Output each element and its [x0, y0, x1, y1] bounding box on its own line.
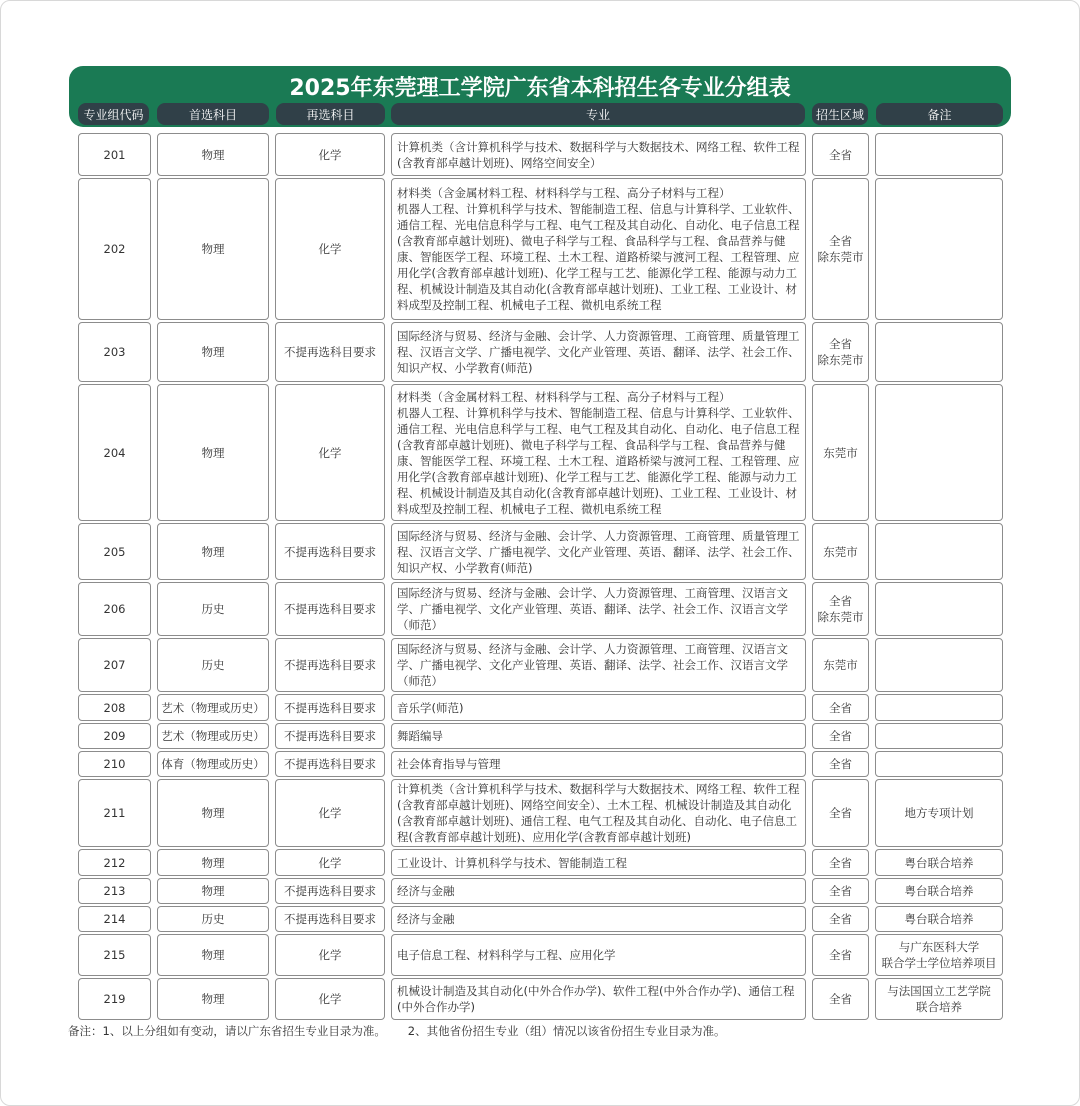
cell-first-subject: 物理 — [157, 178, 269, 320]
cell-first-subject: 物理 — [157, 133, 269, 176]
cell-major: 经济与金融 — [391, 878, 806, 904]
cell-second-subject: 化学 — [275, 849, 385, 876]
cell-code: 211 — [78, 779, 151, 847]
cell-first-subject: 物理 — [157, 878, 269, 904]
cell-code: 202 — [78, 178, 151, 320]
cell-second-subject: 化学 — [275, 779, 385, 847]
cell-major: 舞蹈编导 — [391, 723, 806, 749]
cell-code: 210 — [78, 751, 151, 777]
cell-major: 电子信息工程、材料科学与工程、应用化学 — [391, 934, 806, 976]
cell-note: 地方专项计划 — [875, 779, 1003, 847]
cell-first-subject: 物理 — [157, 384, 269, 521]
cell-major: 国际经济与贸易、经济与金融、会计学、人力资源管理、工商管理、质量管理工程、汉语言文学、广播电视学、文化产业管理、英语、翻译、法学、社会工作、知识产权、小学教育(师范) — [391, 322, 806, 382]
cell-first-subject: 艺术（物理或历史） — [157, 694, 269, 721]
cell-second-subject: 不提再选科目要求 — [275, 694, 385, 721]
cell-note: 与法国国立工艺学院 联合培养 — [875, 978, 1003, 1020]
cell-region: 东莞市 — [812, 523, 869, 580]
cell-second-subject: 化学 — [275, 978, 385, 1020]
cell-major: 计算机类（含计算机科学与技术、数据科学与大数据技术、网络工程、软件工程(含教育部卓越计划班)、网络空间安全）、土木工程、机械设计制造及其自动化(含教育部卓越计划班)、通信工程、电气工程及其自动化、自动化、电子信息工程(含教育部卓越计划班)、应用化学(含教育部卓越计划班) — [391, 779, 806, 847]
cell-region: 全省 除东莞市 — [812, 178, 869, 320]
cell-note — [875, 723, 1003, 749]
cell-code: 219 — [78, 978, 151, 1020]
cell-note: 与广东医科大学 联合学士学位培养项目 — [875, 934, 1003, 976]
cell-first-subject: 物理 — [157, 523, 269, 580]
cell-second-subject: 化学 — [275, 133, 385, 176]
cell-major: 机械设计制造及其自动化(中外合作办学)、软件工程(中外合作办学)、通信工程(中外合作办学) — [391, 978, 806, 1020]
cell-note — [875, 638, 1003, 692]
cell-region: 全省 — [812, 978, 869, 1020]
cell-note — [875, 133, 1003, 176]
cell-region: 全省 — [812, 133, 869, 176]
cell-first-subject: 物理 — [157, 849, 269, 876]
cell-code: 213 — [78, 878, 151, 904]
cell-major: 国际经济与贸易、经济与金融、会计学、人力资源管理、工商管理、汉语言文学、广播电视学、文化产业管理、英语、翻译、法学、社会工作、汉语言文学（师范） — [391, 638, 806, 692]
cell-region: 全省 — [812, 751, 869, 777]
cell-second-subject: 不提再选科目要求 — [275, 878, 385, 904]
cell-major: 音乐学(师范) — [391, 694, 806, 721]
cell-region: 全省 除东莞市 — [812, 582, 869, 636]
cell-note — [875, 582, 1003, 636]
cell-major: 国际经济与贸易、经济与金融、会计学、人力资源管理、工商管理、质量管理工程、汉语言文学、广播电视学、文化产业管理、英语、翻译、法学、社会工作、知识产权、小学教育(师范) — [391, 523, 806, 580]
cell-first-subject: 物理 — [157, 934, 269, 976]
cell-code: 206 — [78, 582, 151, 636]
cell-first-subject: 物理 — [157, 978, 269, 1020]
cell-note: 粤台联合培养 — [875, 906, 1003, 932]
cell-region: 全省 — [812, 849, 869, 876]
cell-region: 全省 除东莞市 — [812, 322, 869, 382]
cell-first-subject: 物理 — [157, 779, 269, 847]
cell-second-subject: 不提再选科目要求 — [275, 751, 385, 777]
cell-region: 全省 — [812, 779, 869, 847]
cell-region: 全省 — [812, 878, 869, 904]
cell-note — [875, 178, 1003, 320]
cell-first-subject: 历史 — [157, 638, 269, 692]
cell-code: 215 — [78, 934, 151, 976]
cell-major: 工业设计、计算机科学与技术、智能制造工程 — [391, 849, 806, 876]
cell-code: 201 — [78, 133, 151, 176]
cell-region: 全省 — [812, 906, 869, 932]
cell-major: 经济与金融 — [391, 906, 806, 932]
cell-note: 粤台联合培养 — [875, 849, 1003, 876]
column-header-note: 备注 — [876, 103, 1003, 125]
cell-major: 社会体育指导与管理 — [391, 751, 806, 777]
page-title: 2025年东莞理工学院广东省本科招生各专业分组表 — [289, 76, 791, 101]
cell-second-subject: 化学 — [275, 384, 385, 521]
cell-region: 全省 — [812, 934, 869, 976]
cell-second-subject: 不提再选科目要求 — [275, 906, 385, 932]
cell-second-subject: 不提再选科目要求 — [275, 723, 385, 749]
cell-second-subject: 不提再选科目要求 — [275, 523, 385, 580]
cell-region: 全省 — [812, 694, 869, 721]
cell-note — [875, 694, 1003, 721]
column-header-first-subject: 首选科目 — [157, 103, 269, 125]
cell-second-subject: 化学 — [275, 934, 385, 976]
cell-major: 国际经济与贸易、经济与金融、会计学、人力资源管理、工商管理、汉语言文学、广播电视学、文化产业管理、英语、翻译、法学、社会工作、汉语言文学（师范） — [391, 582, 806, 636]
cell-code: 208 — [78, 694, 151, 721]
column-header-code: 专业组代码 — [78, 103, 149, 125]
cell-code: 212 — [78, 849, 151, 876]
column-header-second-subject: 再选科目 — [276, 103, 385, 125]
cell-major: 计算机类（含计算机科学与技术、数据科学与大数据技术、网络工程、软件工程(含教育部卓越计划班)、网络空间安全） — [391, 133, 806, 176]
cell-note — [875, 523, 1003, 580]
cell-code: 204 — [78, 384, 151, 521]
column-header-region: 招生区域 — [812, 103, 868, 125]
cell-second-subject: 不提再选科目要求 — [275, 322, 385, 382]
cell-major: 材料类（含金属材料工程、材料科学与工程、高分子材料与工程） 机器人工程、计算机科学与技术、智能制造工程、信息与计算科学、工业软件、通信工程、光电信息科学与工程、电气工程及其自动化、自动化、电子信息工程(含教育部卓越计划班)、微电子科学与工程、食品科学与工程、食品营养与健康、智能医学工程、环境工程、土木工程、道路桥梁与渡河工程、工程管理、应用化学(含教育部卓越计划班)、化学工程与工艺、能源化学工程、能源与动力工程、机械设计制造及其自动化(含教育部卓越计划班)、工业工程、工业设计、材料成型及控制工程、机械电子工程、微机电系统工程 — [391, 384, 806, 521]
cell-second-subject: 化学 — [275, 178, 385, 320]
cell-note — [875, 751, 1003, 777]
cell-major: 材料类（含金属材料工程、材料科学与工程、高分子材料与工程） 机器人工程、计算机科学与技术、智能制造工程、信息与计算科学、工业软件、通信工程、光电信息科学与工程、电气工程及其自动化、自动化、电子信息工程(含教育部卓越计划班)、微电子科学与工程、食品科学与工程、食品营养与健康、智能医学工程、环境工程、土木工程、道路桥梁与渡河工程、工程管理、应用化学(含教育部卓越计划班)、化学工程与工艺、能源化学工程、能源与动力工程、机械设计制造及其自动化(含教育部卓越计划班)、工业工程、工业设计、材料成型及控制工程、机械电子工程、微机电系统工程 — [391, 178, 806, 320]
cell-first-subject: 历史 — [157, 582, 269, 636]
cell-first-subject: 艺术（物理或历史） — [157, 723, 269, 749]
cell-region: 东莞市 — [812, 638, 869, 692]
cell-first-subject: 体育（物理或历史） — [157, 751, 269, 777]
cell-note — [875, 384, 1003, 521]
cell-first-subject: 历史 — [157, 906, 269, 932]
cell-code: 205 — [78, 523, 151, 580]
cell-second-subject: 不提再选科目要求 — [275, 638, 385, 692]
cell-region: 东莞市 — [812, 384, 869, 521]
cell-code: 207 — [78, 638, 151, 692]
cell-code: 203 — [78, 322, 151, 382]
cell-note: 粤台联合培养 — [875, 878, 1003, 904]
cell-code: 214 — [78, 906, 151, 932]
column-header-major: 专业 — [391, 103, 805, 125]
cell-code: 209 — [78, 723, 151, 749]
cell-region: 全省 — [812, 723, 869, 749]
cell-note — [875, 322, 1003, 382]
cell-first-subject: 物理 — [157, 322, 269, 382]
footnote: 备注：1、以上分组如有变动，请以广东省招生专业目录为准。 2、其他省份招生专业（组）情况以该省份招生专业目录为准。 — [68, 1024, 726, 1038]
cell-second-subject: 不提再选科目要求 — [275, 582, 385, 636]
